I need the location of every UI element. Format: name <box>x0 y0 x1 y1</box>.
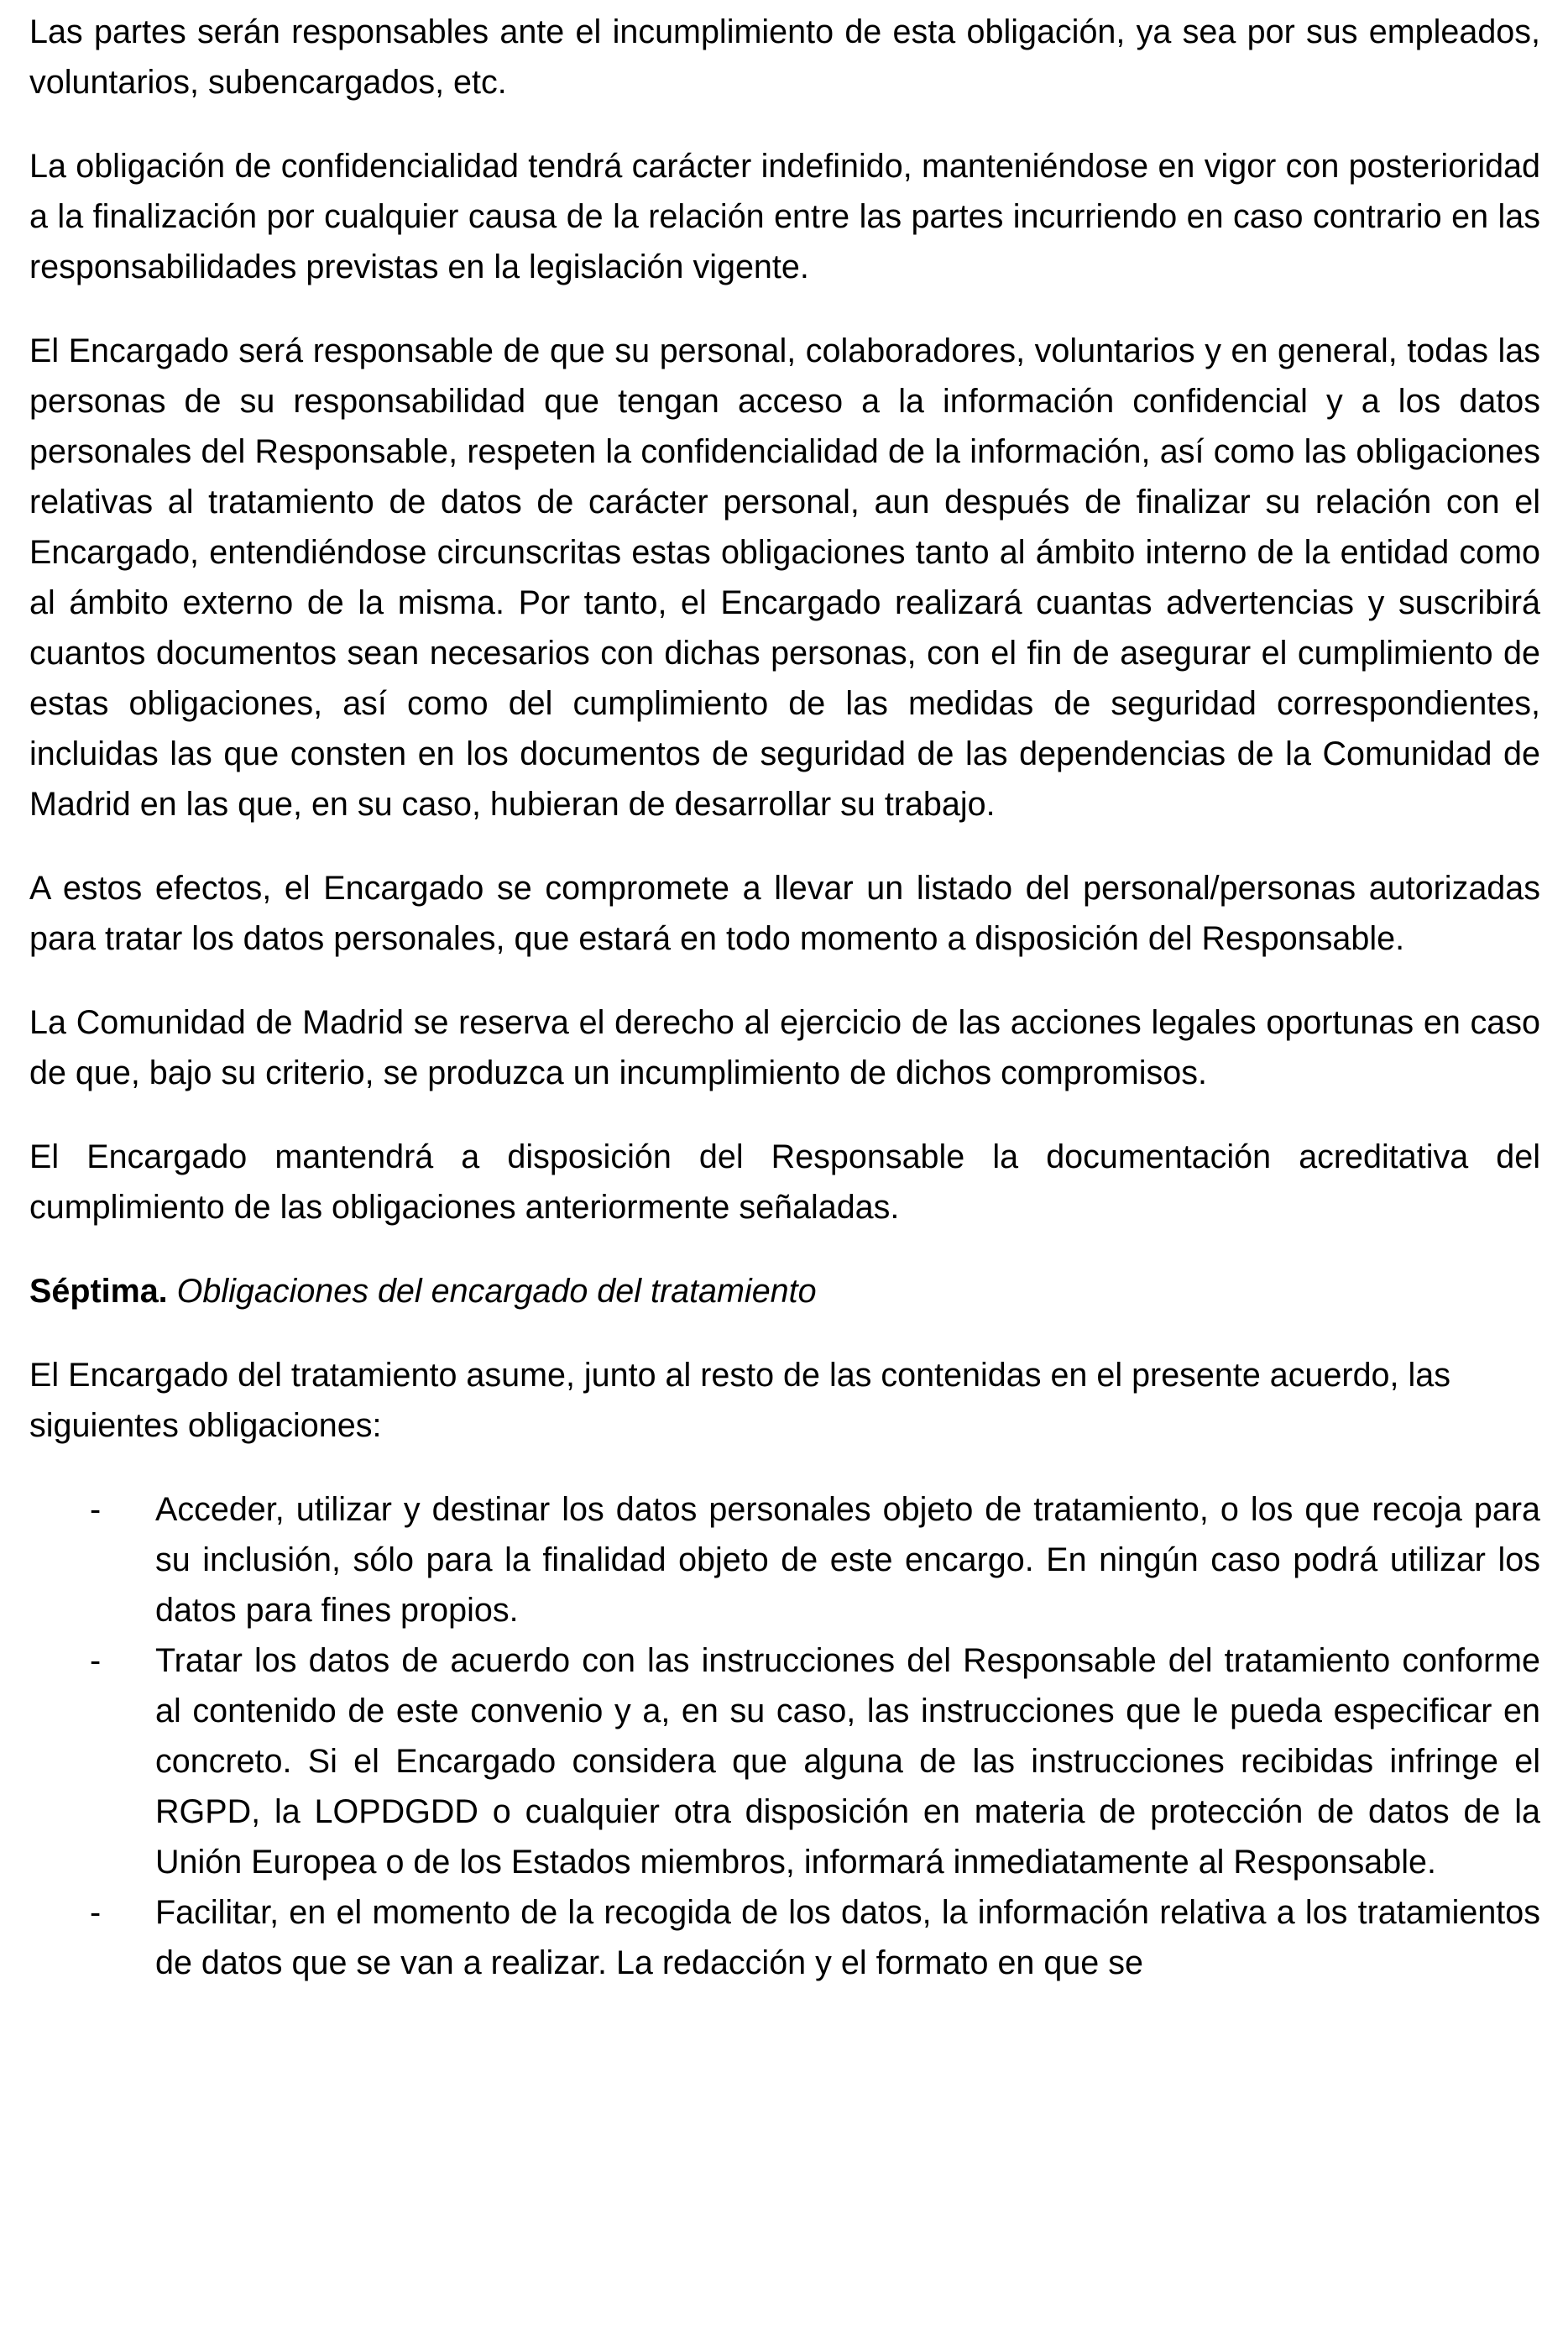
bullet-dash: - <box>90 1894 102 1931</box>
section-title: Obligaciones del encargado del tratamiento <box>176 1273 817 1310</box>
list-item <box>29 1887 1540 1988</box>
paragraph-documentacion-acreditativa: El Encargado mantendrá a disposición del Responsable la documentación acreditativa del cumplimiento de las obligaciones anteriormente señaladas. <box>29 1138 1540 1226</box>
paragraph-intro-obligaciones: El Encargado del tratamiento asume, junto al resto de las contenidas en el presente acuerdo, las siguientes obligaciones: <box>29 1357 1450 1444</box>
list-item <box>29 1484 1540 1635</box>
section-number: Séptima. <box>29 1273 168 1310</box>
paragraph-confidencialidad-indefinida: La obligación de confidencialidad tendrá carácter indefinido, manteniéndose en vigor con posterioridad a la finalización por cualquier causa de la relación entre las partes incurriendo en caso contrario en las responsabilidades previstas en la legislación vigente. <box>29 148 1540 285</box>
bullet-dash: - <box>90 1491 102 1528</box>
paragraph-responsabilidad-partes: Las partes serán responsables ante el incumplimiento de esta obligación, ya sea por sus empleados, voluntarios, subencargados, etc. <box>29 13 1540 101</box>
paragraph-responsabilidad-personal: El Encargado será responsable de que su personal, colaboradores, voluntarios y en general, todas las personas de su responsabilidad que tengan acceso a la información confidencial y a los datos personales del Responsable, respeten la confidencialidad de la información, así como las obligaciones relativas al tratamiento de datos de carácter personal, aun después de finalizar su relación con el Encargado, entendiéndose circunscritas estas obligaciones tanto al ámbito interno de la entidad como al ámbito externo de la misma. Por tanto, el Encargado realizará cuantas advertencias y suscribirá cuantos documentos sean necesarios con dichas personas, con el fin de asegurar el cumplimiento de estas obligaciones, así como del cumplimiento de las medidas de seguridad correspondientes, incluidas las que consten en los documentos de seguridad de las dependencias de la Comunidad de Madrid en las que, en su caso, hubieran de desarrollar su trabajo. <box>29 332 1540 823</box>
paragraph-acciones-legales: La Comunidad de Madrid se reserva el derecho al ejercicio de las acciones legales oportunas en caso de que, bajo su criterio, se produzca un incumplimiento de dichos compromisos. <box>29 1004 1540 1091</box>
bullet-dash: - <box>90 1642 102 1679</box>
list-item-text: Acceder, utilizar y destinar los datos personales objeto de tratamiento, o los que recoja para su inclusión, sólo para la finalidad objeto de este encargo. En ningún caso podrá utilizar los datos para fines propios. <box>155 1491 1540 1629</box>
list-item <box>29 1635 1540 1887</box>
section-heading <box>29 1266 1540 1316</box>
list-item-text: Facilitar, en el momento de la recogida de los datos, la información relativa a los tratamientos de datos que se van a realizar. La redacción y el formato en que se <box>155 1894 1540 1981</box>
obligations-list <box>29 1484 1540 1988</box>
list-item-text: Tratar los datos de acuerdo con las instrucciones del Responsable del tratamiento conforme al contenido de este convenio y a, en su caso, las instrucciones que le pueda especificar en concreto. Si el Encargado considera que alguna de las instrucciones recibidas infringe el RGPD, la LOPDGDD o cualquier otra disposición en materia de protección de datos de la Unión Europea o de los Estados miembros, informará inmediatamente al Responsable. <box>155 1642 1540 1881</box>
document-page <box>29 7 1540 1988</box>
paragraph-listado-personal: A estos efectos, el Encargado se compromete a llevar un listado del personal/personas autorizadas para tratar los datos personales, que estará en todo momento a disposición del Responsable. <box>29 870 1540 957</box>
